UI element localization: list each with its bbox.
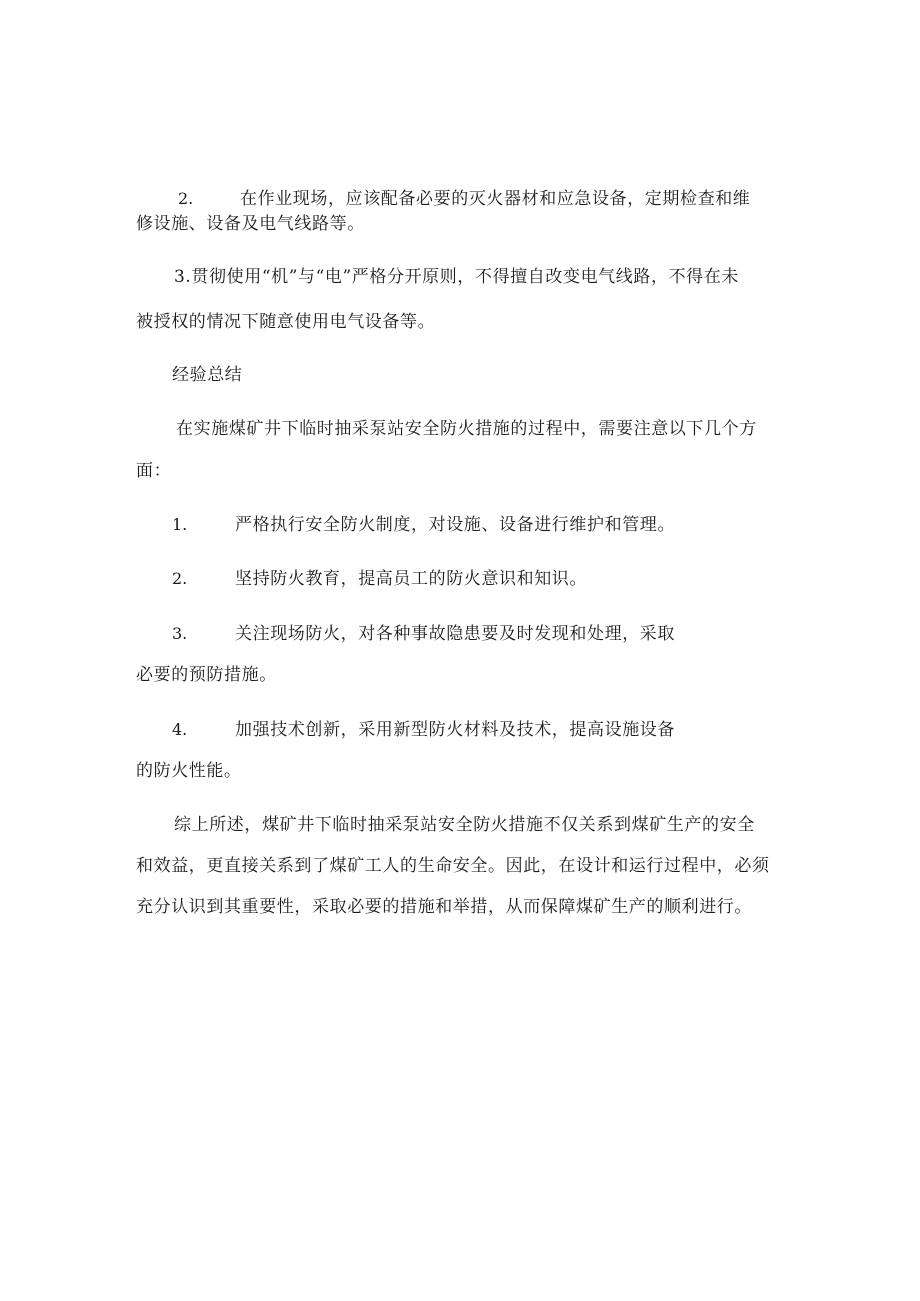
item2-text-line2: 修设施、设备及电气线路等。 [136, 214, 365, 234]
conclusion-line3: 充分认识到其重要性，采取必要的措施和举措，从而保障煤矿生产的顺利进行。 [136, 897, 752, 917]
item2-number: 2. [178, 189, 194, 208]
item3-text-line2: 被授权的情况下随意使用电气设备等。 [136, 312, 436, 332]
point2-text: 坚持防火教育，提高员工的防火意识和知识。 [235, 569, 587, 589]
section-heading: 经验总结 [172, 365, 243, 385]
point3-text-line2: 必要的预防措施。 [136, 665, 277, 685]
intro-line2: 面： [136, 461, 172, 481]
point1-number: 1. [172, 515, 188, 534]
intro-line1: 在实施煤矿井下临时抽采泵站安全防火措施的过程中，需要注意以下几个方 [176, 419, 757, 439]
conclusion-line2: 和效益，更直接关系到了煤矿工人的生命安全。因此，在设计和运行过程中，必须 [136, 856, 770, 876]
point3-number: 3. [172, 624, 188, 643]
item2-text-line1: 在作业现场，应该配备必要的灭火器材和应急设备，定期检查和维 [240, 189, 751, 209]
point3-text-line1: 关注现场防火，对各种事故隐患要及时发现和处理，采取 [235, 624, 675, 644]
point2-number: 2. [172, 569, 188, 588]
conclusion-line1: 综上所述，煤矿井下临时抽采泵站安全防火措施不仅关系到煤矿生产的安全 [174, 815, 755, 835]
item3-text-line1: 3.贯彻使用“机”与“电”严格分开原则，不得擅自改变电气线路，不得在未 [174, 267, 739, 287]
point4-number: 4. [172, 720, 188, 739]
point4-text-line2: 的防火性能。 [136, 761, 242, 781]
point1-text: 严格执行安全防火制度，对设施、设备进行维护和管理。 [235, 515, 675, 535]
point4-text-line1: 加强技术创新，采用新型防火材料及技术，提高设施设备 [235, 720, 675, 740]
